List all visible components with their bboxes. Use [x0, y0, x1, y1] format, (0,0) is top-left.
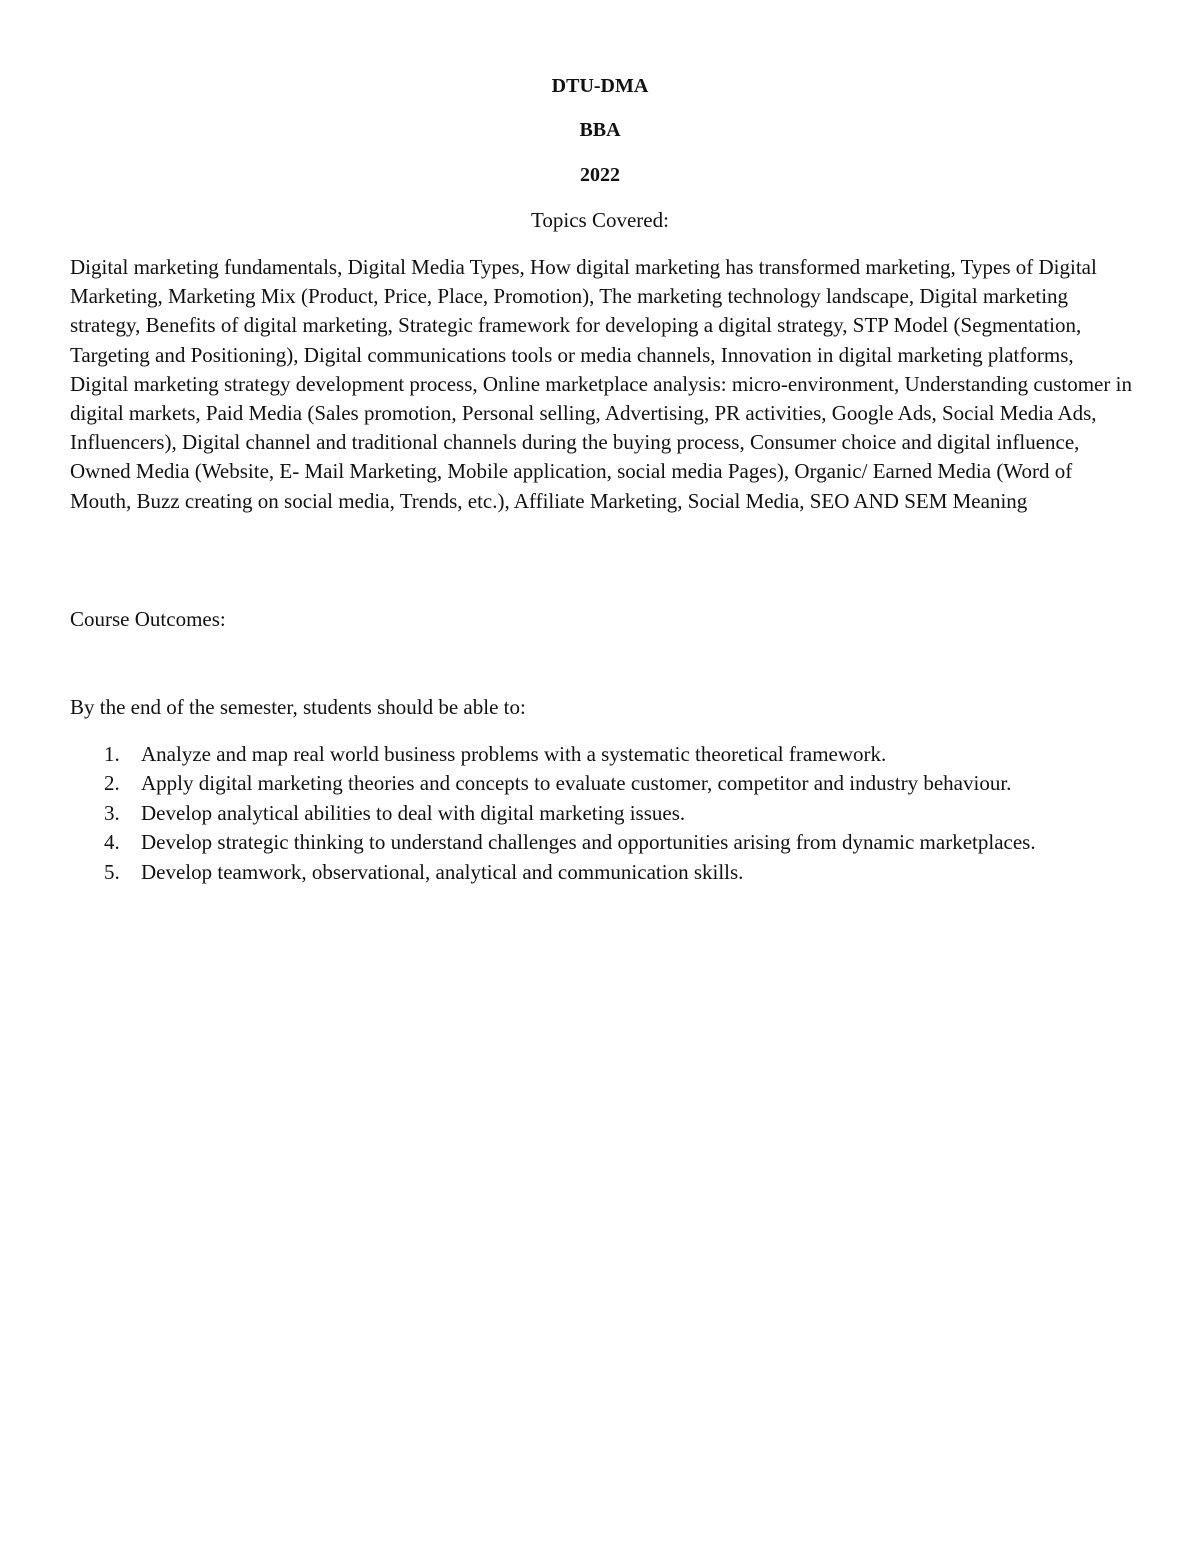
outcome-item — [70, 769, 1130, 798]
outcome-text: Develop analytical abilities to deal with digital marketing issues. — [141, 800, 686, 825]
program-name: BBA — [579, 119, 621, 141]
course-outcomes-label: Course Outcomes: — [70, 607, 226, 631]
outcome-number: 5. — [104, 859, 120, 884]
course-code: DTU-DMA — [551, 75, 649, 97]
outcome-text: Analyze and map real world business problems with a systematic theoretical framework. — [141, 742, 887, 766]
outcome-item — [70, 740, 1130, 769]
outcome-item — [70, 799, 1130, 828]
outcomes-intro: By the end of the semester, students should be able to: — [70, 695, 526, 719]
outcome-number: 3. — [104, 800, 120, 825]
outcome-number: 4. — [104, 830, 120, 855]
topics-covered-text: Digital marketing fundamentals, Digital Media Types, How digital marketing has transformed marketing, Types of Digital Marketing, Marketing Mix (Product, Price, Place, Promotion), The marketing technology landscape, Digital marketing strategy, Benefits of digital marketing, Strategic framework for developing a digital strategy, STP Model (Segmentation, Targeting and Positioning), Digital communications tools or media channels, Innovation in digital marketing platforms, Digital marketing strategy development process, Online marketplace analysis: micro-environment, Understanding customer in digital markets, Paid Media (Sales promotion, Personal selling, Advertising, PR activities, Google Ads, Social Media Ads, Influencers), Digital channel and traditional channels during the buying process, Consumer choice and digital influence, Owned Media (Website, E- Mail Marketing, Mobile application, social media Pages), Organic/ Earned Media (Word of Mouth, Buzz creating on social media, Trends, etc.), Affiliate Marketing, Social Media, SEO AND SEM Meaning — [70, 255, 1132, 513]
year: 2022 — [580, 164, 620, 186]
outcome-number: 1. — [104, 742, 120, 766]
outcome-number: 2. — [104, 771, 120, 796]
outcome-item — [70, 858, 1130, 887]
outcomes-list — [70, 740, 1130, 887]
outcome-text: Develop teamwork, observational, analytical and communication skills. — [141, 859, 744, 884]
outcome-text: Apply digital marketing theories and concepts to evaluate customer, competitor and industry behaviour. — [141, 771, 1012, 796]
topics-covered-label: Topics Covered: — [531, 208, 669, 232]
outcome-item — [70, 828, 1130, 857]
outcome-text: Develop strategic thinking to understand challenges and opportunities arising from dynamic marketplaces. — [141, 830, 1036, 855]
